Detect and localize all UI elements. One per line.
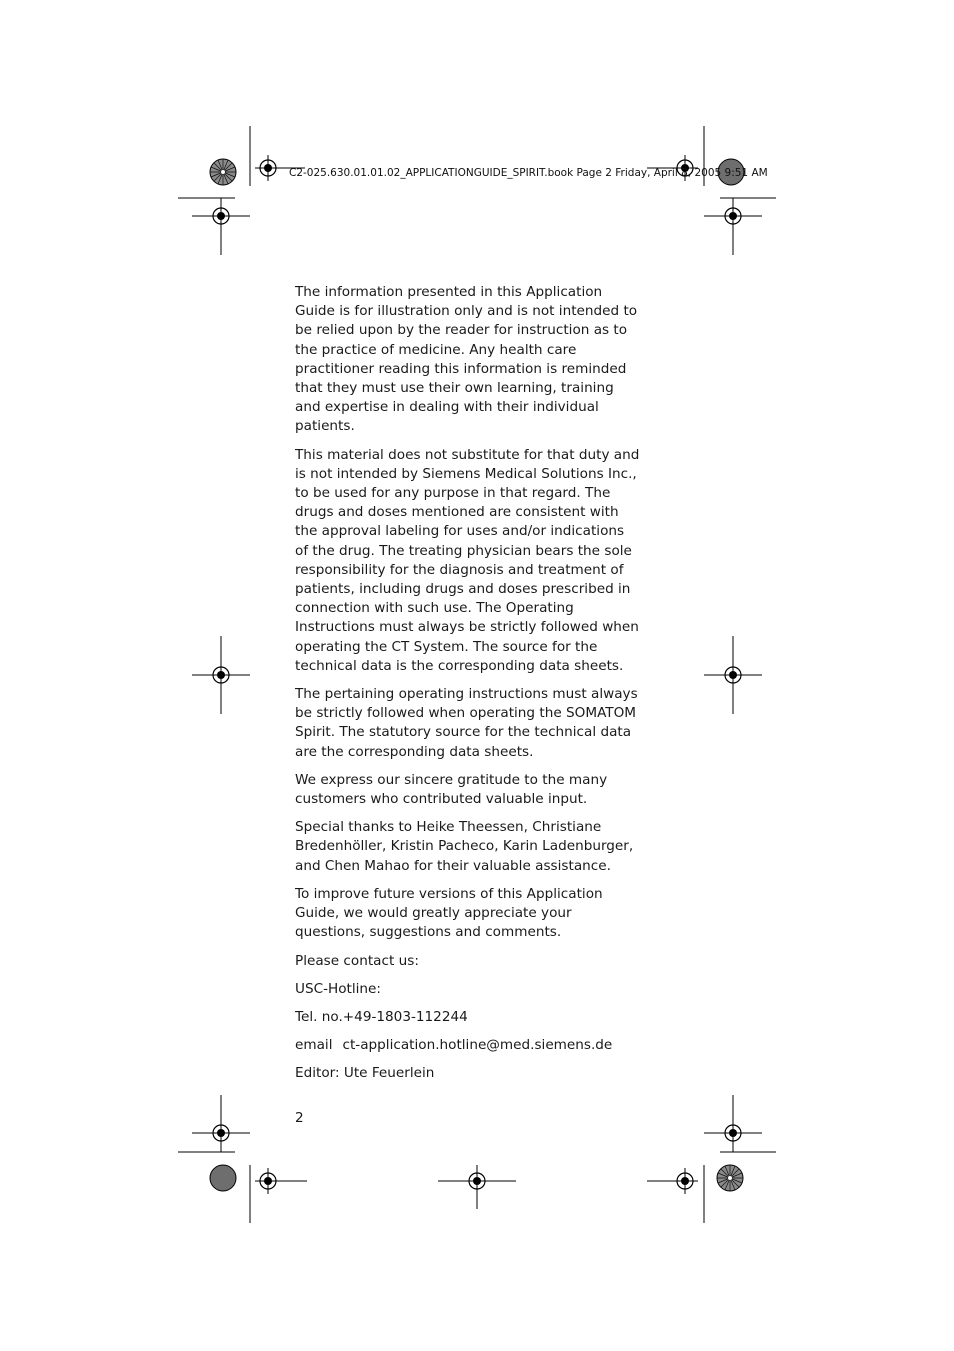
email-line	[295, 1036, 640, 1055]
paragraph: Special thanks to Heike Theessen, Christiane Bredenhöller, Kristin Pacheco, Karin Ladenburger, and Chen Mahao for their valuable assistance.	[295, 819, 634, 874]
page-number: 2	[295, 1110, 304, 1126]
paragraph: The pertaining operating instructions must always be strictly followed when operating the SOMATOM Spirit. The statutory source for the technical data are the corresponding data sheets.	[295, 686, 638, 760]
editor-credit: Editor: Ute Feuerlein	[295, 1065, 435, 1082]
registration-mark	[720, 662, 746, 688]
email-address[interactable]: ct-application.hotline@med.siemens.de	[342, 1037, 613, 1054]
paragraph: This material does not substitute for that duty and is not intended by Siemens Medical Solutions Inc., to be used for any purpose in that regard. The drugs and doses mentioned are consistent with the approval labeling for uses and/or indications of the drug. The treating physician bears the sole responsibility for the diagnosis and treatment of patients, including drugs and doses prescribed in connection with such use. The Operating Instructions must always be strictly followed when operating the CT System. The source for the technical data is the corresponding data sheets.	[295, 446, 640, 674]
telephone-number: Tel. no.+49-1803-112244	[295, 1008, 468, 1025]
paragraph: The information presented in this Application Guide is for illustration only and is not intended to be relied upon by the reader for instruction as to the practice of medicine. Any health care practitioner reading this information is reminded that they must use their own learning, training and expertise in dealing with their individual patients.	[295, 284, 638, 435]
starburst-mark	[717, 1165, 743, 1191]
hotline-label: USC-Hotline:	[295, 980, 381, 997]
paragraph: To improve future versions of this Application Guide, we would greatly appreciate your questions, suggestions and comments.	[295, 885, 603, 941]
starburst-mark	[210, 159, 236, 185]
paragraph: We express our sincere gratitude to the many customers who contributed valuable input.	[295, 771, 608, 808]
email-label: email	[295, 1037, 333, 1054]
file-slug: C2-025.630.01.01.02_APPLICATIONGUIDE_SPIRIT.book Page 2 Friday, April 8, 2005 9:51 AM	[289, 167, 768, 179]
registration-mark	[208, 662, 234, 688]
contact-prompt: Please contact us:	[295, 952, 419, 969]
body-text	[295, 283, 640, 1093]
disc-mark	[210, 1165, 236, 1191]
